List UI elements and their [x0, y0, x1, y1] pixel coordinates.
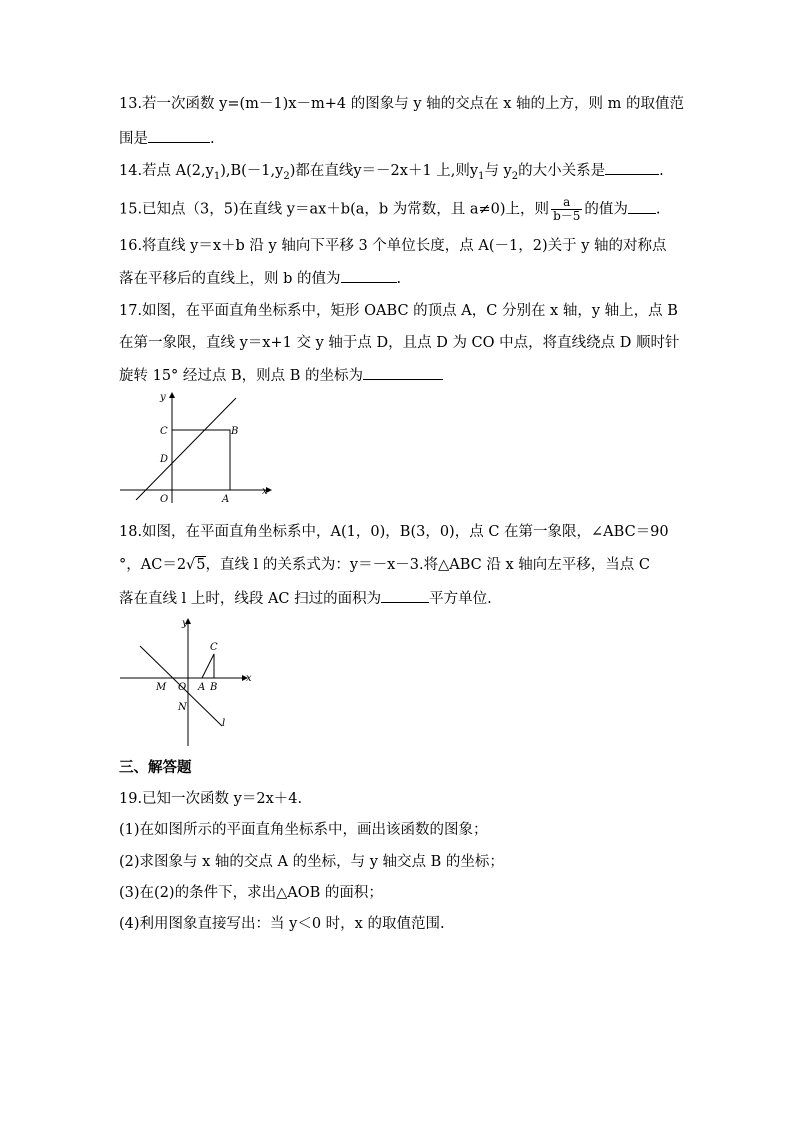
q17-line2: 在第一象限，直线 y＝x+1 交 y 轴于点 D，且点 D 为 CO 中点，将直线绕点 D 顺时针 [119, 335, 680, 351]
point-c-label: C [160, 426, 168, 437]
q19-stem: 19.已知一次函数 y＝2x＋4. [119, 791, 303, 807]
q19-part3: (3)在(2)的条件下，求出△AOB 的面积； [119, 885, 383, 901]
q16-line1: 16.将直线 y＝x＋b 沿 y 轴向下平移 3 个单位长度，点 A(－1，2)关于 y 轴的对称点 [119, 238, 667, 254]
point-b-label: B [231, 426, 239, 437]
answer-blank[interactable] [605, 160, 659, 175]
answer-blank[interactable] [381, 588, 429, 603]
section-heading: 三、解答题 [119, 760, 192, 776]
point-d-label: D [160, 454, 169, 465]
q19-part1: (1)在如图所示的平面直角坐标系中，画出该函数的图象； [119, 822, 488, 838]
x-axis-label: x [246, 673, 252, 684]
q18-line2: °，AC＝2√5，直线 l 的关系式为：y＝－x－3.将△ABC 沿 x 轴向左平移，当点 C [119, 557, 650, 573]
q15-line: 15.已知点（3，5)在直线 y＝ax＋b(a，b 为常数，且 a≠0)上，则 $\frac{a}{b-5}$ 的值为 . [119, 195, 661, 223]
answer-blank[interactable] [363, 365, 443, 380]
q17-figure [118, 390, 278, 506]
q14-line: 14.若点 $A(2,y_1),B(-1,y_2)$都在直线y＝－2x＋1 上,则$y_1$与 $y_2$的大小关系是 . [119, 160, 664, 187]
q17-line1: 17.如图，在平面直角坐标系中，矩形 OABC 的顶点 A，C 分别在 x 轴，y 轴上，点 B [119, 303, 678, 319]
point-m-label: M [156, 682, 167, 693]
q19-part4: (4)利用图象直接写出：当 y＜0 时，x 的取值范围. [119, 916, 445, 932]
point-c-label: C [210, 642, 218, 653]
q19-part2: (2)求图象与 x 轴的交点 A 的坐标，与 y 轴交点 B 的坐标； [119, 854, 504, 870]
x-axis-label: x [262, 486, 268, 497]
point-n-label: N [178, 702, 187, 713]
point-b-label: B [210, 682, 218, 693]
q17-line3: 旋转 15° 经过点 B，则点 B 的坐标为 [119, 365, 443, 386]
y-axis-label: y [182, 618, 188, 629]
point-a-label: A [222, 494, 230, 505]
q18-line3: 落在直线 l 上时，线段 AC 扫过的面积为 平方单位. [119, 588, 492, 609]
answer-blank[interactable] [148, 128, 210, 143]
q18-line1: 18.如图，在平面直角坐标系中，A(1，0)，B(3，0)，点 C 在第一象限，∠ABC＝90 [119, 524, 669, 540]
point-o-label: O [160, 494, 169, 505]
q13-line1: 13.若一次函数 y=(m－1)x－m+4 的图象与 y 轴的交点在 x 轴的上方，则 m 的取值范 [119, 96, 684, 112]
q16-line2: 落在平移后的直线上，则 b 的值为 . [119, 268, 401, 289]
answer-blank[interactable] [628, 199, 656, 214]
y-axis-label: y [160, 392, 166, 403]
fraction: $\frac{a}{b-5}$ [553, 195, 581, 223]
answer-blank[interactable] [341, 268, 397, 283]
line-l-label: l [222, 718, 226, 729]
point-o-label: O [178, 682, 187, 693]
sqrt-symbol: √ [186, 557, 196, 573]
q13-line2: 围是 . [119, 128, 215, 149]
q18-figure [118, 616, 258, 750]
point-a-label: A [198, 682, 206, 693]
